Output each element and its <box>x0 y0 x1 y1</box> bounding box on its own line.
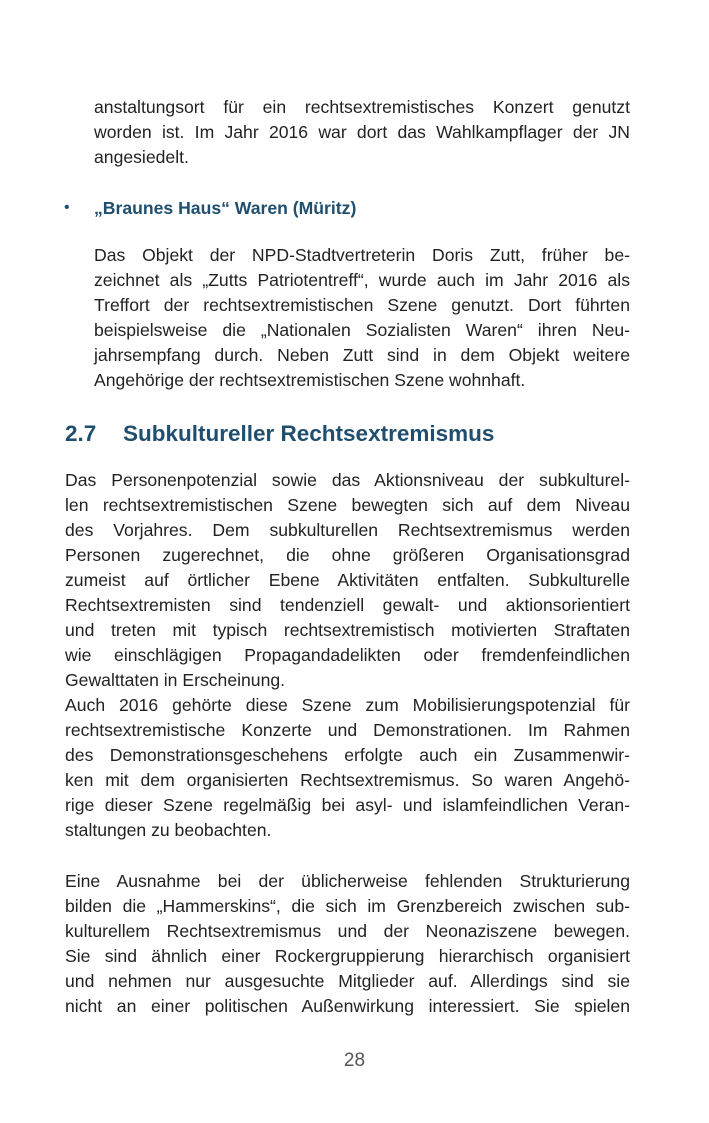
text-line: des Demonstrationsgeschehens erfolgte auch ein Zusammenwir- <box>65 745 630 765</box>
text-line: ken mit dem organisierten Rechtsextremismus. So waren Angehö- <box>65 770 630 790</box>
section-number: 2.7 <box>65 421 97 446</box>
text-line: Personen zugerechnet, die ohne größeren Organisationsgrad <box>65 545 630 565</box>
text-line: kulturellem Rechtsextremismus und der Neonaziszene bewegen. <box>65 921 630 941</box>
text-line: Das Personenpotenzial sowie das Aktionsniveau der subkulturel- <box>65 470 630 490</box>
text-line: bilden die „Hammerskins“, die sich im Grenzbereich zwischen sub- <box>65 896 630 916</box>
text-line: staltungen zu beobachten. <box>65 820 272 840</box>
text-line: und treten mit typisch rechtsextremistisch motivierten Straftaten <box>65 620 630 640</box>
text-line: anstaltungsort für ein rechtsextremistisches Konzert genutzt <box>94 97 630 117</box>
text-line: beispielsweise die „Nationalen Sozialisten Waren“ ihren Neu- <box>94 320 630 340</box>
text-line: Gewalttaten in Erscheinung. <box>65 670 286 690</box>
section-title: Subkultureller Rechtsextremismus <box>123 421 495 446</box>
section-heading <box>65 419 494 449</box>
bullet-title: „Braunes Haus“ Waren (Müritz) <box>94 198 357 218</box>
bullet-marker: • <box>64 199 70 216</box>
text-line: des Vorjahres. Dem subkulturellen Rechtsextremismus werden <box>65 520 630 540</box>
text-line: nicht an einer politischen Außenwirkung interessiert. Sie spielen <box>65 996 630 1016</box>
text-line: Auch 2016 gehörte diese Szene zum Mobilisierungspotenzial für <box>65 695 630 715</box>
text-line: worden ist. Im Jahr 2016 war dort das Wahlkampflager der JN <box>94 122 630 142</box>
text-line: wie einschlägigen Propagandadelikten oder fremdenfeindlichen <box>65 645 630 665</box>
text-line: rige dieser Szene regelmäßig bei asyl- und islamfeindlichen Veran- <box>65 795 630 815</box>
text-line: Eine Ausnahme bei der üblicherweise fehlenden Strukturierung <box>65 871 630 891</box>
text-line: Treffort der rechtsextremistischen Szene genutzt. Dort führten <box>94 295 630 315</box>
text-line: Rechtsextremisten sind tendenziell gewalt- und aktionsorientiert <box>65 595 630 615</box>
text-line: und nehmen nur ausgesuchte Mitglieder auf. Allerdings sind sie <box>65 971 630 991</box>
text-line: angesiedelt. <box>94 147 189 167</box>
text-line: zumeist auf örtlicher Ebene Aktivitäten entfalten. Subkulturelle <box>65 570 630 590</box>
text-line: Sie sind ähnlich einer Rockergruppierung hierarchisch organisiert <box>65 946 630 966</box>
text-line: Angehörige der rechtsextremistischen Szene wohnhaft. <box>94 370 526 390</box>
text-line: rechtsextremistische Konzerte und Demonstrationen. Im Rahmen <box>65 720 630 740</box>
text-line: len rechtsextremistischen Szene bewegten sich auf dem Niveau <box>65 495 630 515</box>
text-line: jahrsempfang durch. Neben Zutt sind in dem Objekt weitere <box>94 345 630 365</box>
text-line: zeichnet als „Zutts Patriotentreff“, wurde auch im Jahr 2016 als <box>94 270 630 290</box>
text-line: Das Objekt der NPD-Stadtvertreterin Doris Zutt, früher be- <box>94 245 630 265</box>
page-number: 28 <box>343 1050 366 1071</box>
